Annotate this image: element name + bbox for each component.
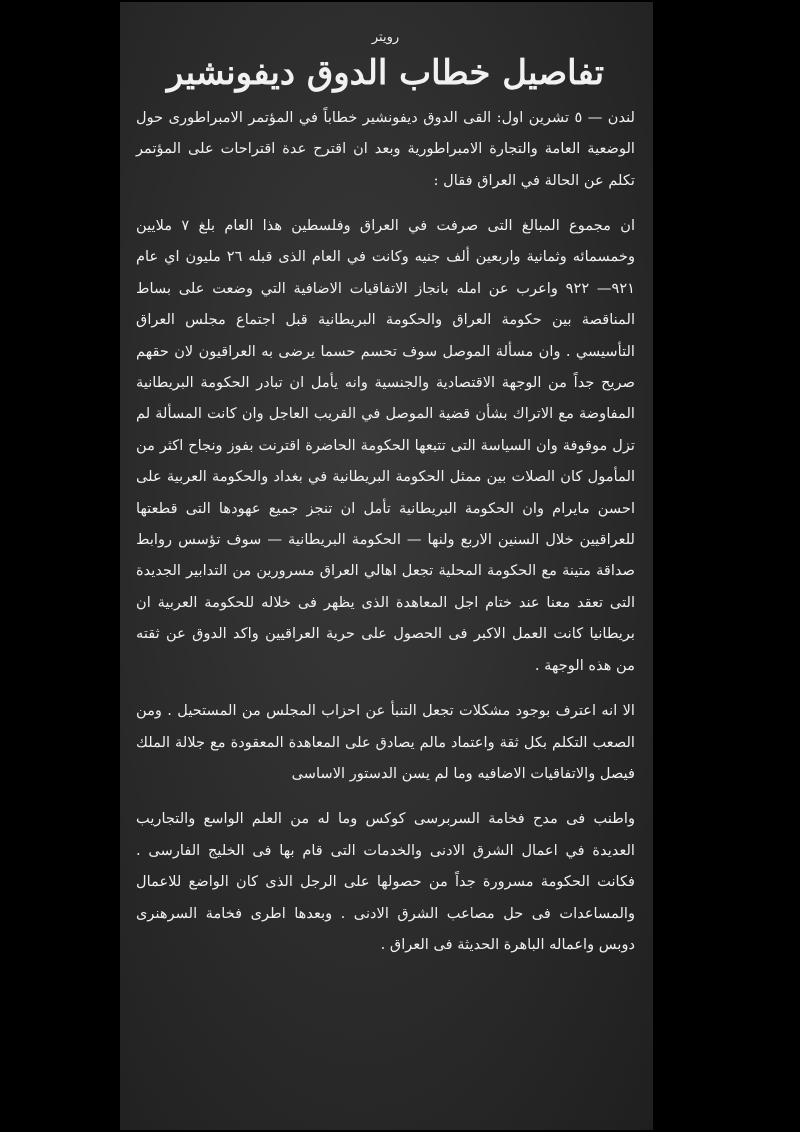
article-paragraph-1: لندن — ٥ تشرين اول: القى الدوق ديفونشير خطاباً في المؤتمر الامبراطورى حول الوضعية العامة والتجارة الامبراطورية وبعد ان اقترح عدة اقتراحات على المؤتمر تكلم عن الحالة في العراق فقال :: [136, 108, 635, 189]
article-paragraph-4: واطنب فى مدح فخامة السربرسى كوكس وما له من العلم الواسع والتجاريب العديدة في اعمال الشرق الادنى والخدمات التى قام بها فى الخليج الفارسى . فكانت الحكومة مسرورة جداً من حصولها على الرجل الذى كان الواضع للاعمال والمساعدات فى حل مصاعب الشرق الادنى . وبعدها اطرى فخامة السرهنرى دوبس واعماله الباهرة الحديثة فى العراق .: [136, 810, 635, 953]
news-source: رويتر: [371, 30, 400, 45]
article-title: تفاصيل خطاب الدوق ديفونشير: [166, 53, 605, 93]
article-paragraph-3: الا انه اعترف بوجود مشكلات تجعل التنبأ عن احزاب المجلس من المستحيل . ومن الصعب التكلم بكل ثقة واعتماد مالم يصادق على المعاهدة المعقودة مع جلالة الملك فيصل والاتفاقيات الاضافيه وما لم يسن الدستور الاساسى: [136, 702, 635, 782]
newspaper-clipping: [120, 2, 653, 1130]
article-paragraph-2: ان مجموع المبالغ التى صرفت في العراق وفلسطين هذا العام بلغ ٧ ملايين وخمسمائه وثمانية واربعين ألف جنيه وكانت في العام الذى قبله ٢٦ مليون اي عام ٩٢١— ٩٢٢ واعرب عن امله بانجاز الاتفاقيات الاضافية التي وضعت على بساط المناقصة بين حكومة العراق والحكومة البريطانية قبل اجتماع مجلس العراق التأسيسي . وان مسألة الموصل سوف تحسم حسما يرضى به العراقيون لان حقهم صريح جداً من الوجهة الاقتصادية والجنسية وانه يأمل ان تبادر الحكومة البريطانية المفاوضة مع الاتراك بشأن قضية الموصل في القريب العاجل وان كانت المسألة لم تزل موقوفة وان السياسة التى تتبعها الحكومة الحاضرة اقترنت بفوز ونجاح اكثر من المأمول كان الصلات بين ممثل الحكومة البريطانية في بغداد والحكومة العربية على احسن مايرام وان الحكومة البريطانية تأمل ان تنجز جميع عهودها التى قطعتها للعراقيين خلال السنين الاربع ولنها — الحكومة البريطانية — سوف تؤسس روابط صداقة متينة مع الحكومة المحلية تجعل اهالي العراق مسرورين من التدابير الجديدة التى تعقد معنا عند ختام اجل المعاهدة الذى يظهر فى خلاله للحكومة العربية ان بريطانيا كانت العمل الاكبر فى الحصول على حرية العراقيين واكد الدوق عن ثقته من هذه الوجهة .: [136, 217, 635, 674]
